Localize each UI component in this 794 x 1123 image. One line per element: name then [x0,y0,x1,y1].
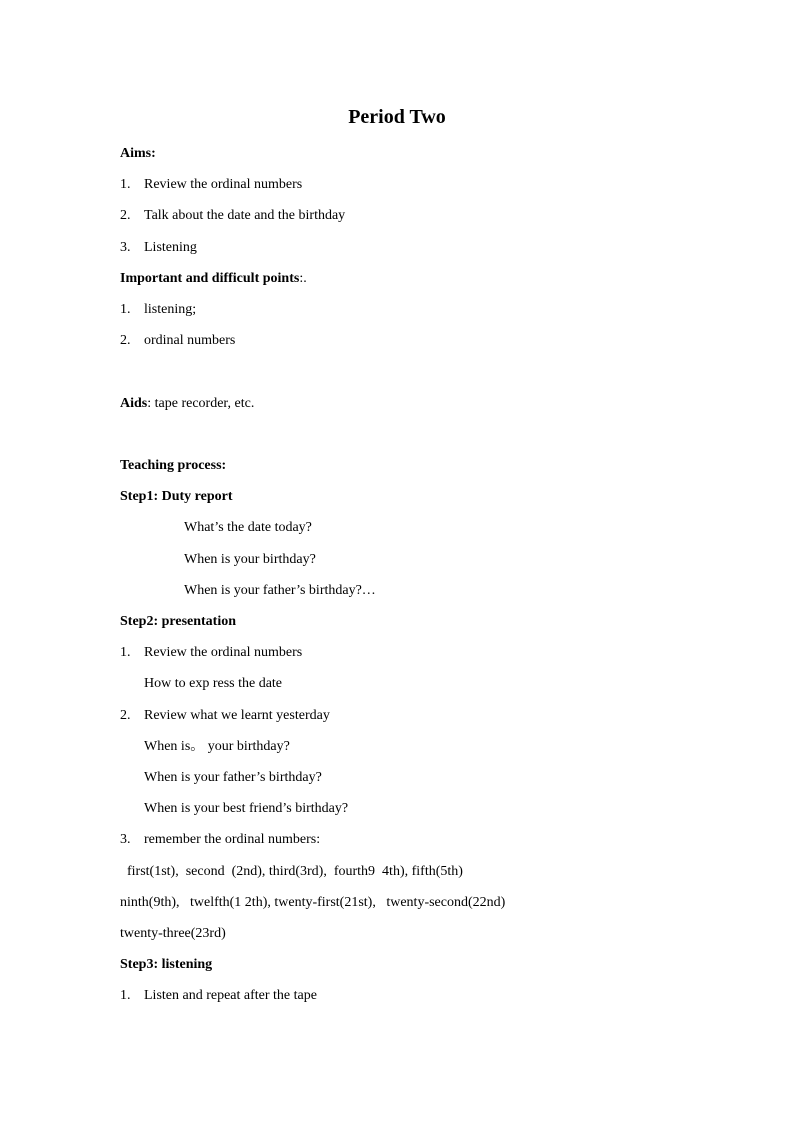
process-heading: Teaching process: [120,458,227,473]
points-item-1-num: 1. [120,302,131,317]
step2-heading: Step2: presentation [120,614,237,629]
aims-item-3-num: 3. [120,240,131,255]
ordinal-list-line-3: twenty-three(23rd) [120,926,226,941]
step2-item-2-sub-3: When is your best friend’s birthday? [144,801,349,816]
aims-item-2-text: Talk about the date and the birthday [144,208,346,223]
step2-item-2-sub-2: When is your father’s birthday? [144,770,322,785]
ordinal-list-line-2: ninth(9th), twelfth(1 2th), twenty-first(21st), twenty-second(22nd) [120,895,506,910]
aims-item-3 [120,239,197,257]
step3-item-1-text: Listen and repeat after the tape [144,988,317,1003]
step2-item-3-num: 3. [120,832,131,847]
step2-item-1-num: 1. [120,645,131,660]
step2-item-3 [120,831,320,849]
step1-heading: Step1: Duty report [120,489,233,504]
points-heading-suffix: :. [299,271,307,286]
ordinal-list-line-1: first(1st), second (2nd), third(3rd), fourth9 4th), fifth(5th) [120,864,463,879]
aids-line [120,395,254,413]
step2-item-3-text: remember the ordinal numbers: [144,832,321,847]
step3-heading: Step3: listening [120,957,213,972]
step1-line-3: When is your father’s birthday?… [184,583,376,598]
aids-text: : tape recorder, etc. [147,396,255,411]
points-item-2 [120,332,235,350]
aims-item-1-text: Review the ordinal numbers [144,177,303,192]
step1-line-1: What’s the date today? [184,520,312,535]
aims-item-2-num: 2. [120,208,131,223]
points-item-2-text: ordinal numbers [144,333,236,348]
page-title: Period Two [348,106,446,128]
points-heading-line [120,270,307,288]
aims-heading: Aims: [120,146,156,161]
points-item-1-text: listening; [144,302,197,317]
points-item-2-num: 2. [120,333,131,348]
aims-item-1-num: 1. [120,177,131,192]
aids-label: Aids [120,396,148,411]
step2-item-2 [120,707,330,725]
step2-item-1-sub: How to exp ress the date [144,676,283,691]
step2-item-1-text: Review the ordinal numbers [144,645,303,660]
points-heading: Important and difficult points [120,271,300,286]
aims-item-3-text: Listening [144,240,197,255]
points-item-1 [120,301,196,319]
step2-item-1 [120,644,302,662]
aims-item-1 [120,176,302,194]
step2-item-2-num: 2. [120,708,131,723]
step3-item-1-num: 1. [120,988,131,1003]
step1-line-2: When is your birthday? [184,552,316,567]
aims-item-2 [120,207,345,225]
step2-item-2-sub-1: When is。 your birthday? [144,739,290,754]
step3-item-1 [120,987,317,1005]
step2-item-2-text: Review what we learnt yesterday [144,708,330,723]
